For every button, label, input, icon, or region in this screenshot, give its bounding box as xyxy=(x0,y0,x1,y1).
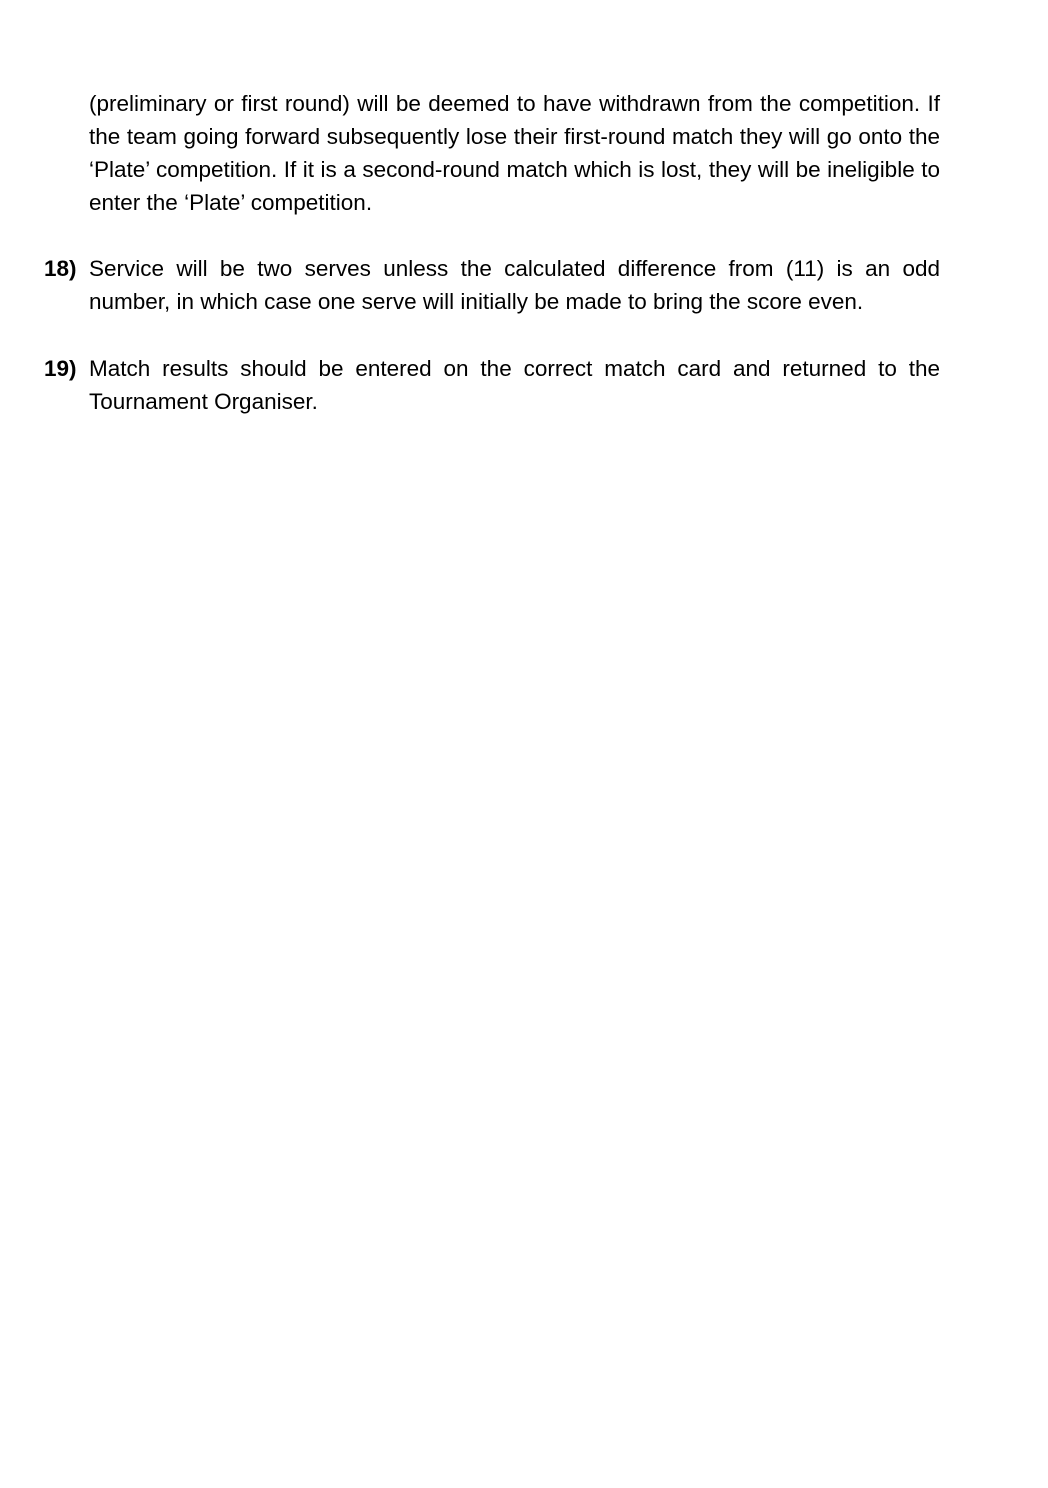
rule-item-19 xyxy=(44,352,940,418)
rule-text: Service will be two serves unless the calculated difference from (11) is an odd number, in which case one serve will initially be made to bring the score even. xyxy=(89,256,940,314)
rule-text: Match results should be entered on the correct match card and returned to the Tournament Organiser. xyxy=(89,356,940,414)
rule-number: 19) xyxy=(44,356,77,381)
continuation-paragraph: (preliminary or first round) will be deemed to have withdrawn from the competition. If the team going forward subsequently lose their first-round match they will go onto the ‘Plate’ competition. If it is a second-round match which is lost, they will be ineligible to enter the ‘Plate’ competition. xyxy=(89,91,940,215)
rule-item-18 xyxy=(44,252,940,318)
rule-number: 18) xyxy=(44,256,77,281)
